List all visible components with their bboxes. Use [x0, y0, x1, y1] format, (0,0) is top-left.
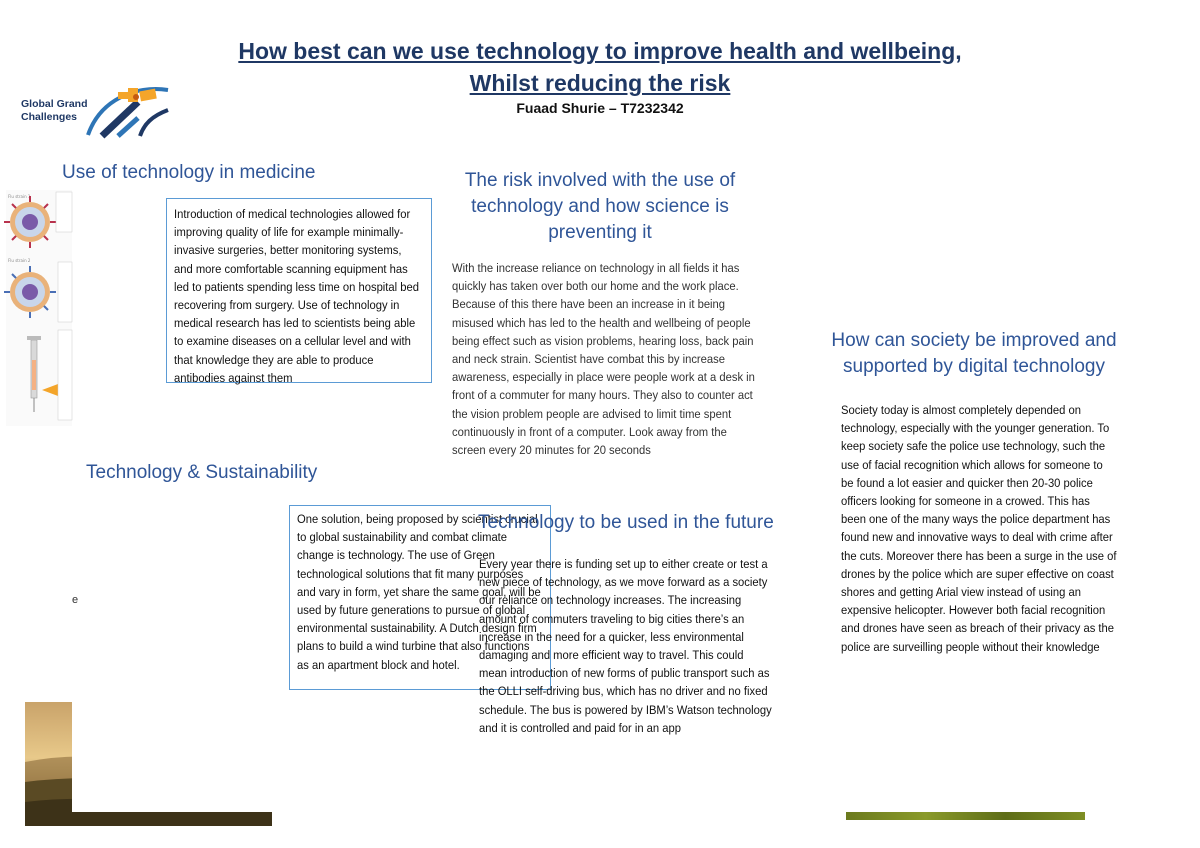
logo-text-line-2: Challenges	[21, 111, 78, 123]
svg-text:Flu strain 2: Flu strain 2	[8, 258, 31, 263]
society-heading: How can society be improved and supported by digital technology	[831, 330, 1117, 377]
page-title-line-2: Whilst reducing the risk	[469, 70, 731, 96]
logo	[80, 80, 175, 140]
logo-text-line-1: Global Grand	[21, 98, 88, 110]
page-title-line-1: How best can we use technology to improve health and wellbeing,	[238, 38, 962, 64]
author-line: Fuaad Shurie – T7232342	[516, 100, 684, 116]
sustainability-heading: Technology & Sustainability	[86, 462, 318, 483]
risk-heading: The risk involved with the use of technology and how science is preventing it	[464, 170, 736, 243]
virus-diagram-image	[6, 190, 72, 426]
sustainability-text: One solution, being proposed by scientist crucial to global sustainability and combat climate change is technology. The use of Green technological solutions that fit many purposes and vary in form, yet share the same goal, will be used by future generations to pursue of global environmental sustainability. A Dutch design firm plans to build a wind turbine that also functions as an apartment block and hotel.	[297, 512, 541, 672]
medicine-text: Introduction of medical technologies allowed for improving quality of life for example minimally-invasive surgeries, better monitoring systems, and more comfortable scanning equipment has led to patients spending less time on hospital bed recovering from surgery. Use of technology in medical research has led to scientists being able to examine diseases on a cellular level and with that knowledge they are able to produce antibodies against them	[174, 207, 419, 385]
svg-text:Flu strain 1: Flu strain 1	[8, 194, 31, 199]
medicine-heading: Use of technology in medicine	[62, 162, 316, 183]
future-text: Every year there is funding set up to either create or test a new piece of technology, as we move forward as a society our reliance on technology increases. The increasing amount of commuters traveling to big cities there’s an increase in the need for a quicker, less environmental damaging and more efficient way to travel. This could mean introduction of new forms of public transport such as the OLLI self-driving bus, which has no driver and no fixed schedule. The bus is powered by IBM’s Watson technology and it is controlled and paid for in an app	[479, 557, 772, 735]
grass-image	[846, 812, 1085, 820]
risk-text: With the increase reliance on technology in all fields it has quickly has taken over both our home and the work place. Because of this there have been an increase in it being misused which has led to the health and wellbeing of people being effect such as vision problems, hearing loss, back pain and neck strain. Scientist have combat this by increase awareness, especially in place were people work at a desk in front of a commuter for many hours. They also to counter act the vision problem people are advised to limit time spent continuously in front of a computer. Look away from the screen every 20 minutes for 20 seconds	[452, 261, 755, 458]
logo-text	[21, 98, 88, 124]
stray-character: e	[72, 594, 79, 606]
landscape-overlay	[72, 702, 272, 812]
future-heading: Technology to be used in the future	[478, 512, 774, 533]
satellite-icon	[80, 80, 175, 140]
society-text: Society today is almost completely depended on technology, especially with the younger generation. To keep society safe the police use technology, such the use of facial recognition which allows for someone to be found a lot easier and quicker then 20-30 police officers looking for someone in a crowed. This has been one of the many ways the police department has found new and innovative ways to deal with crime after the cuts. Moreover there has been a surge in the use of drones by the police which are super effective on coast shores and getting Arial view instead of using an expensive helicopter. However both facial recognition and drones have seen as breach of their privacy as the police are surveilling people without their knowledge	[841, 403, 1117, 654]
